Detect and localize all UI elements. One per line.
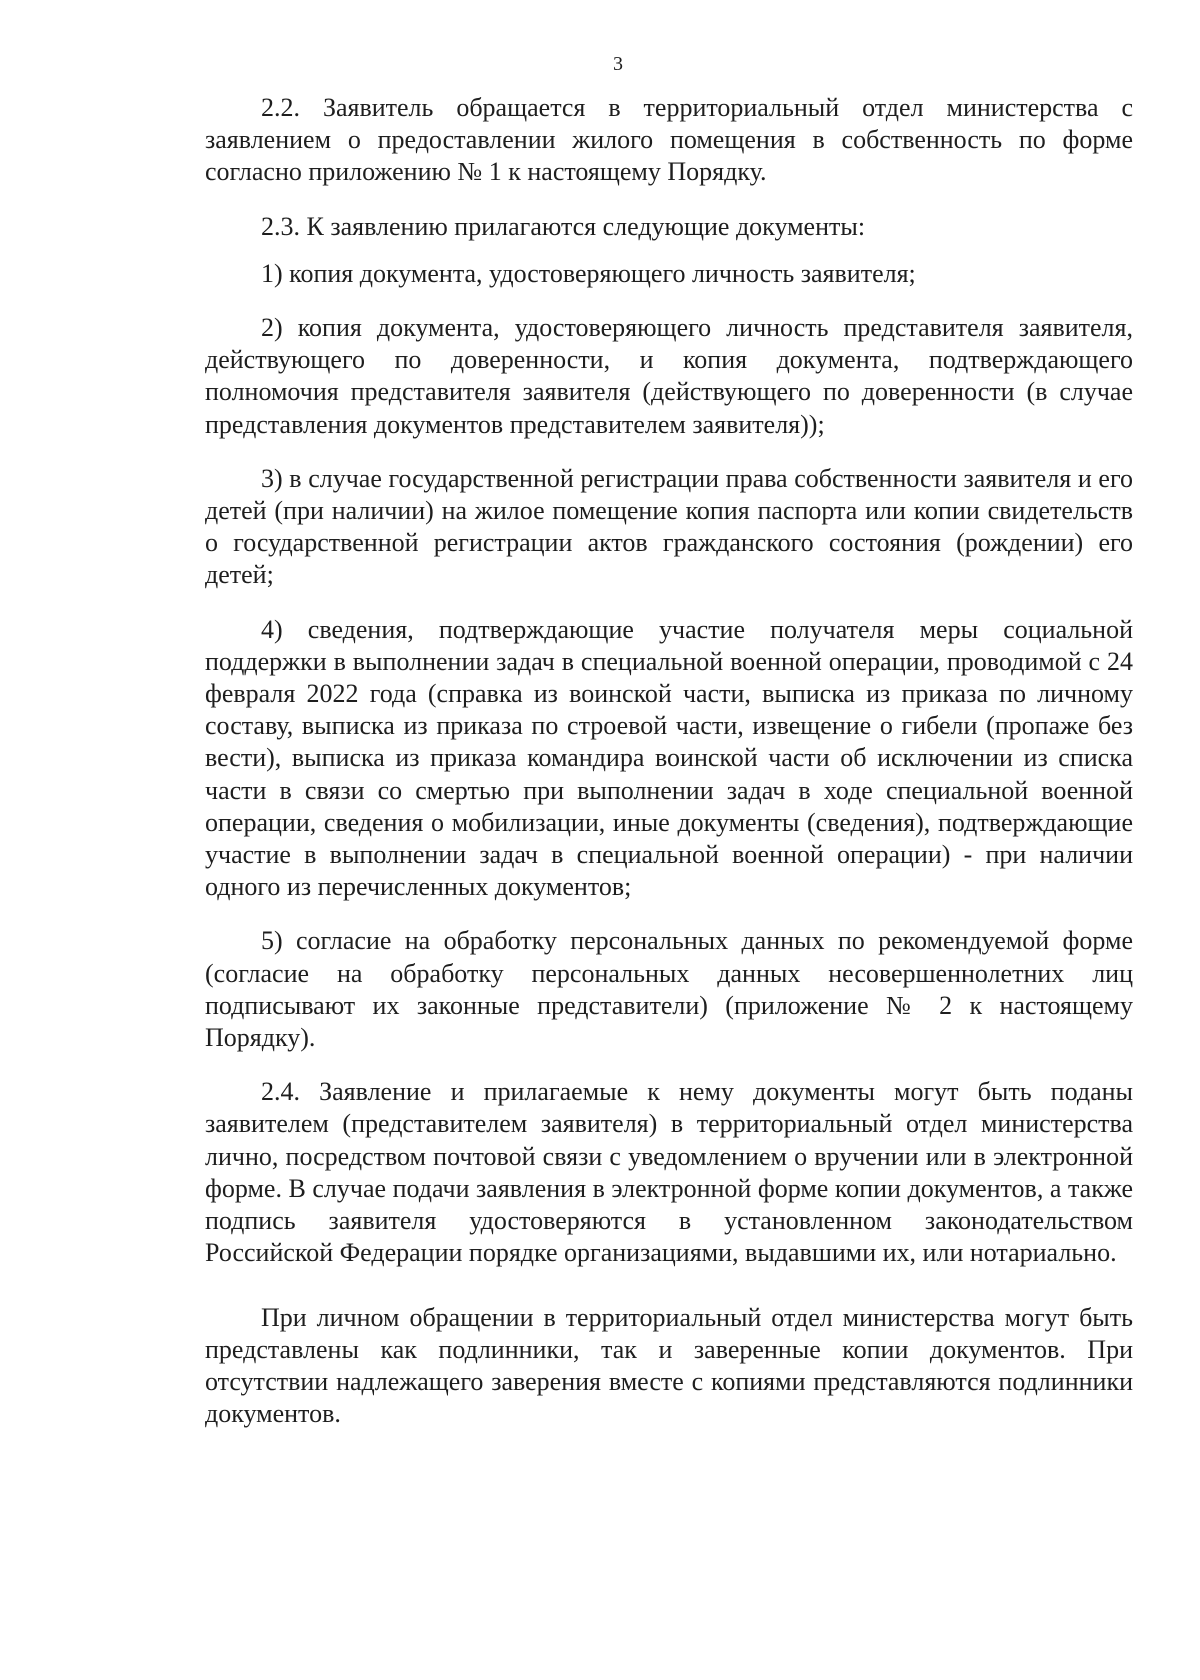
paragraph-personal-visit: При личном обращении в территориальный отдел министерства могут быть представлены как подлинники, так и заверенные копии документов. При отсутствии надлежащего заверения вместе с копиями представляются подлинники документов. [205, 1302, 1133, 1429]
paragraph-2-4: 2.4. Заявление и прилагаемые к нему документы могут быть поданы заявителем (представителем заявителя) в территориальный отдел министерства лично, посредством почтовой связи с уведомлением о вручении или в электронной форме. В случае подачи заявления в электронной форме копии документов, а также подпись заявителя удостоверяются в установленном законодательством Российской Федерации порядке организациями, выдавшими их, или нотариально. [205, 1077, 1133, 1268]
paragraph-2-2: 2.2. Заявитель обращается в территориальный отдел министерства с заявлением о предоставлении жилого помещения в собственность по форме согласно приложению № 1 к настоящему Порядку. [205, 93, 1133, 187]
page-number: 3 [613, 53, 623, 75]
list-item-4: 4) сведения, подтверждающие участие получателя меры социальной поддержки в выполнении задач в специальной военной операции, проводимой с 24 февраля 2022 года (справка из воинской части, выписка из приказа по личному составу, выписка из приказа по строевой части, извещение о гибели (пропаже без вести), выписка из приказа командира воинской части об исключении из списка части в связи со смертью при выполнении задач в ходе специальной военной операции, сведения о мобилизации, иные документы (сведения), подтверждающие участие в выполнении задач в специальной военной операции) - при наличии одного из перечисленных документов; [205, 614, 1133, 902]
list-item-2: 2) копия документа, удостоверяющего личность представителя заявителя, действующего по доверенности, и копия документа, подтверждающего полномочия представителя заявителя (действующего по доверенности (в случае представления документов представителем заявителя)); [205, 313, 1133, 439]
list-item-3: 3) в случае государственной регистрации права собственности заявителя и его детей (при наличии) на жилое помещение копия паспорта или копии свидетельств о государственной регистрации актов гражданского состояния (рождении) его детей; [205, 463, 1133, 590]
paragraph-2-3: 2.3. К заявлению прилагаются следующие документы: [261, 211, 866, 241]
list-item-5: 5) согласие на обработку персональных данных по рекомендуемой форме (согласие на обработку персональных данных несовершеннолетних лиц подписывают их законные представители) (приложение № 2 к настоящему Порядку). [205, 926, 1133, 1053]
document-body [205, 92, 1133, 1445]
list-item-1: 1) копия документа, удостоверяющего личность заявителя; [261, 258, 916, 288]
